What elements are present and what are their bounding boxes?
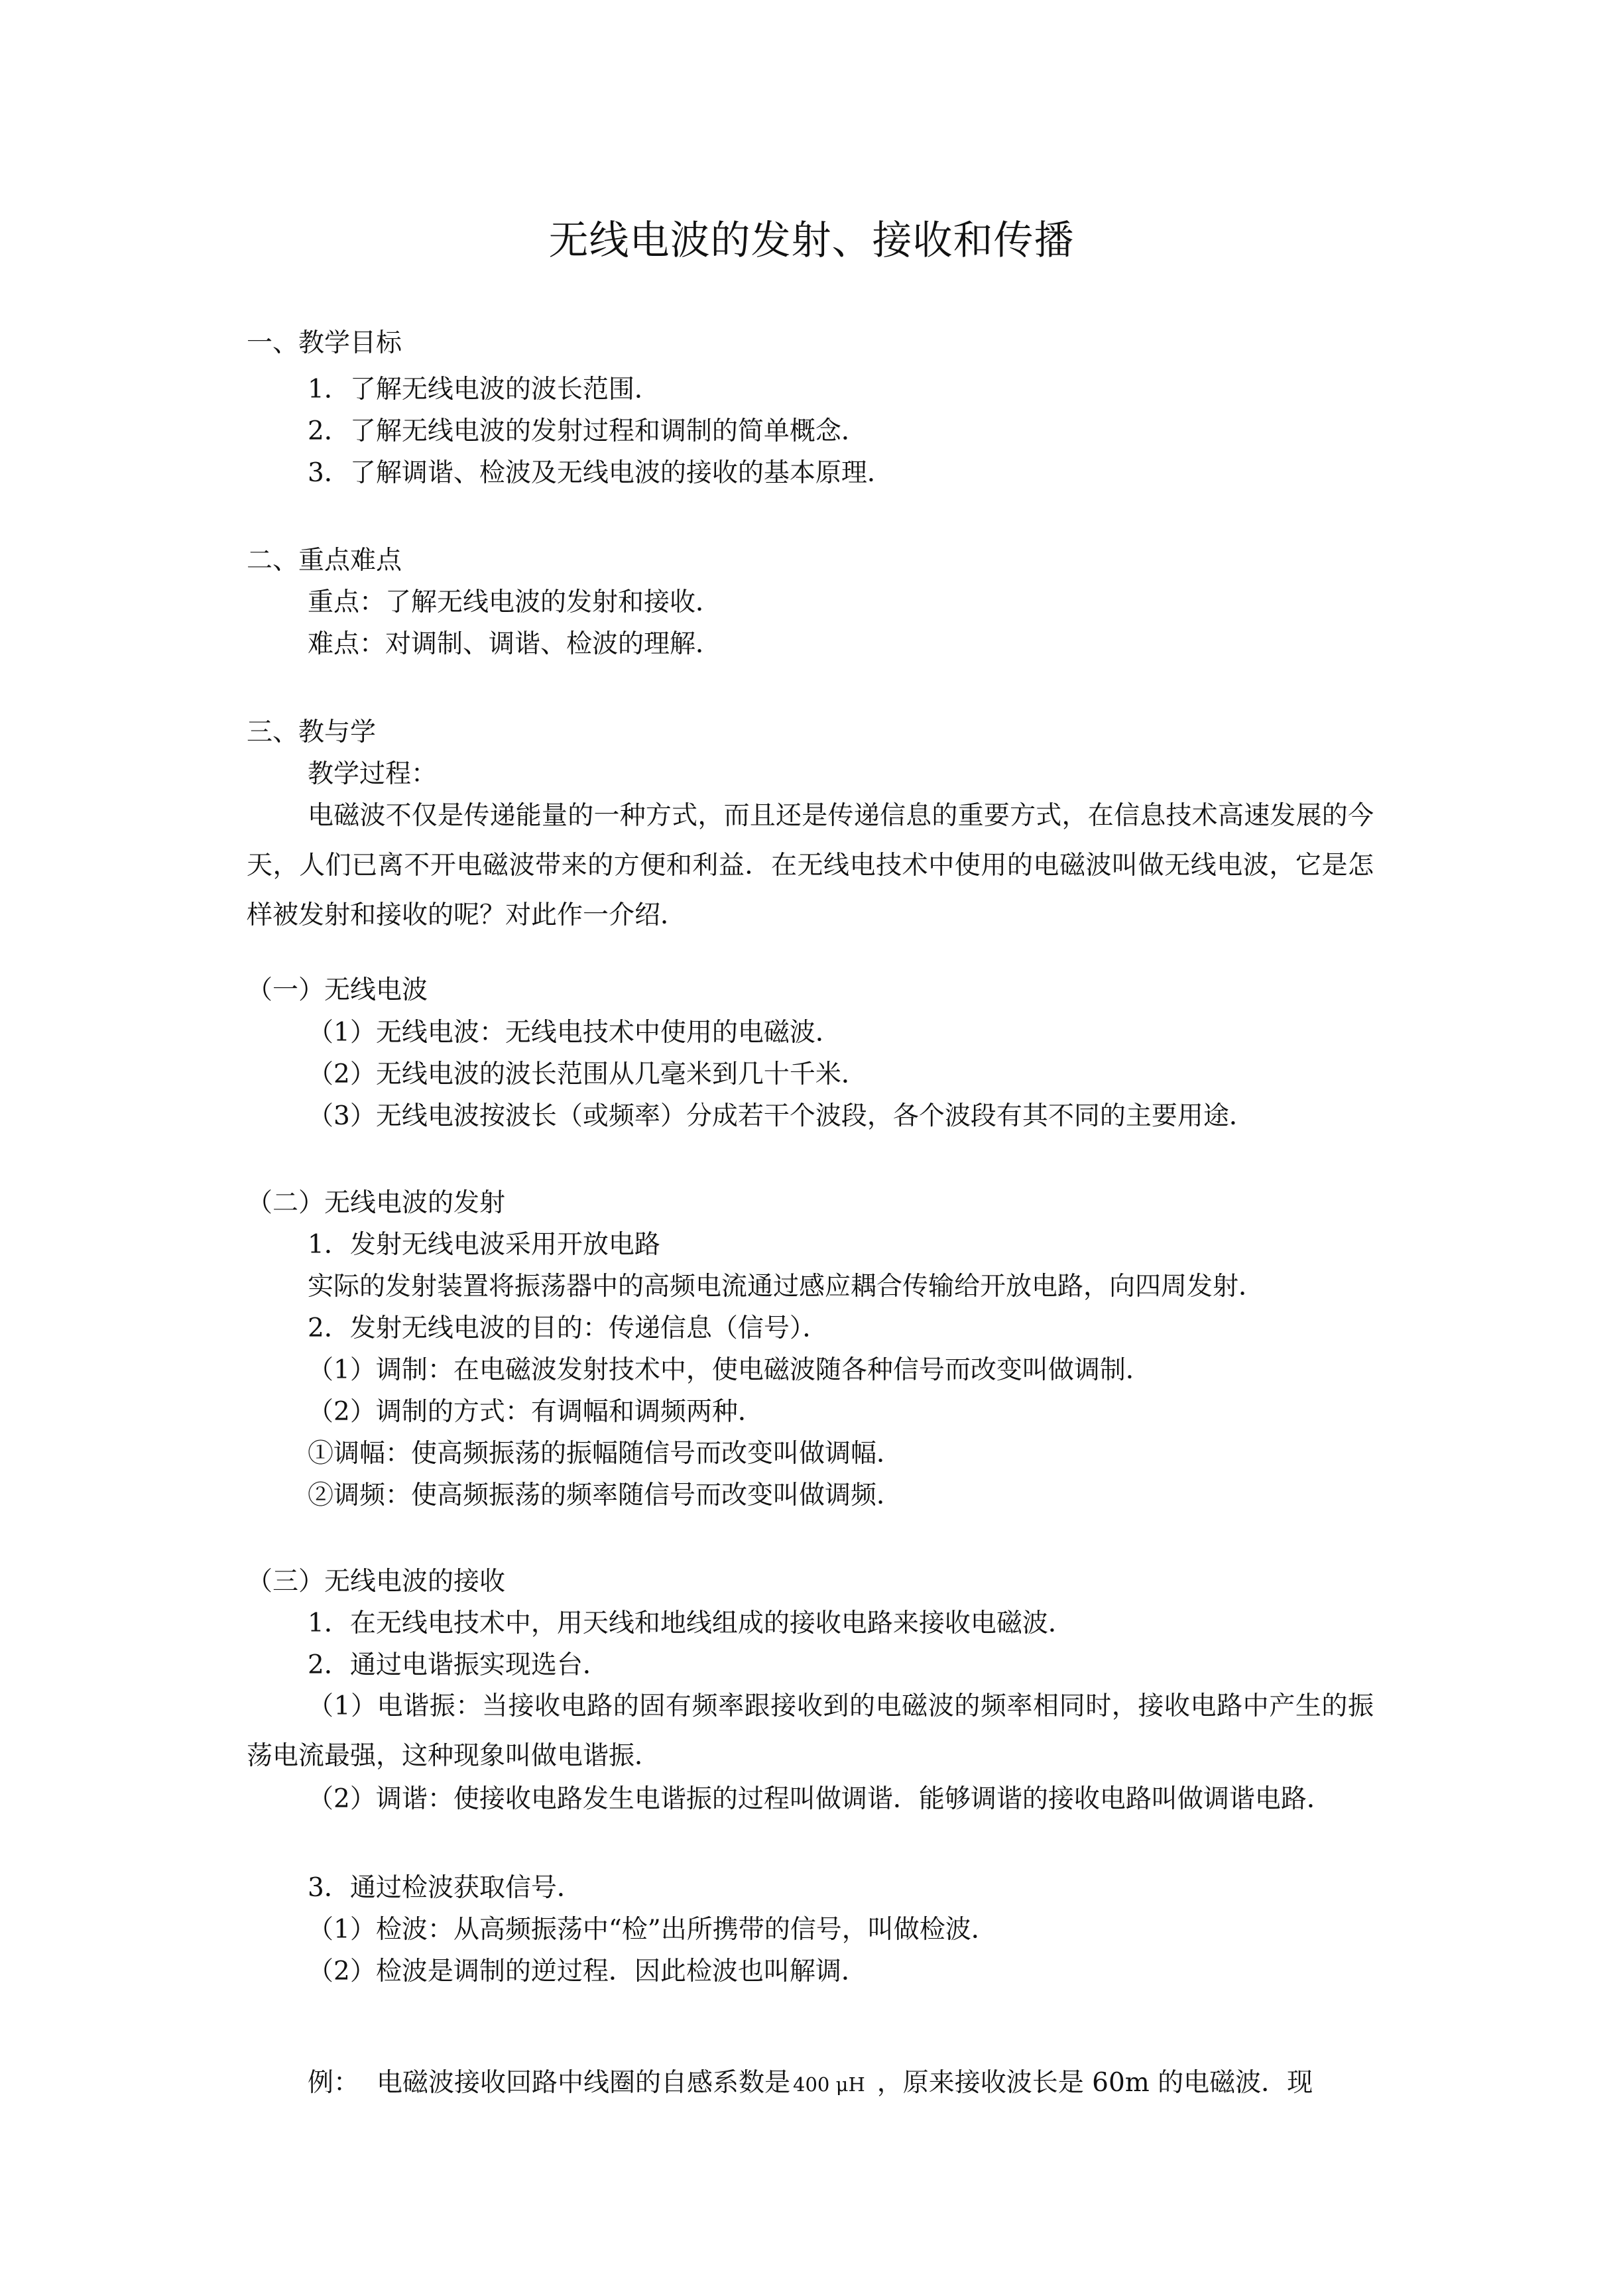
- part1-item-1: （1）无线电波：无线电技术中使用的电磁波．: [308, 1018, 841, 1048]
- example-line: [308, 2065, 1313, 2103]
- example-label: 例：: [308, 2068, 360, 2098]
- part3-line-3: 3．通过检波获取信号．: [308, 1873, 583, 1903]
- document-title: 无线电波的发射、接收和传播: [548, 217, 1075, 264]
- key-point-focus: 重点：了解无线电波的发射和接收．: [308, 587, 722, 617]
- part2-line-4: （1）调制：在电磁波发射技术中，使电磁波随各种信号而改变叫做调制．: [308, 1355, 1152, 1385]
- part3-line-5: （2）检波是调制的逆过程．因此检波也叫解调．: [308, 1957, 867, 1986]
- part2-line-2: 实际的发射装置将振荡器中的高频电流通过感应耦合传输给开放电路，向四周发射．: [308, 1272, 1265, 1301]
- part2-line-5: （2）调制的方式：有调幅和调频两种．: [308, 1397, 764, 1427]
- teaching-process-label: 教学过程：: [308, 759, 438, 789]
- part1-heading: （一）无线电波: [247, 975, 428, 1005]
- part2-line-1: 1．发射无线电波采用开放电路: [308, 1230, 660, 1260]
- key-point-difficulty: 难点：对调制、调谐、检波的理解．: [308, 629, 722, 659]
- goal-item-1: 1．了解无线电波的波长范围．: [308, 375, 660, 404]
- goal-item-2: 2．了解无线电波的发射过程和调制的简单概念．: [308, 416, 867, 446]
- part1-item-3: （3）无线电波按波长（或频率）分成若干个波段，各个波段有其不同的主要用途．: [308, 1101, 1255, 1131]
- part3-line-2: 2．通过电谐振实现选台．: [308, 1650, 609, 1680]
- part2-line-7: ②调频：使高频振荡的频率随信号而改变叫做调频．: [308, 1480, 903, 1510]
- goal-item-3: 3．了解调谐、检波及无线电波的接收的基本原理．: [308, 458, 893, 488]
- part3-paragraph-tuning: （2）调谐：使接收电路发生电谐振的过程叫做调谐．能够调谐的接收电路叫做调谐电路．: [308, 1784, 1333, 1814]
- part2-heading: （二）无线电波的发射: [247, 1188, 506, 1218]
- part3-paragraph-resonance: （1）电谐振：当接收电路的固有频率跟接收到的电磁波的频率相同时，接收电路中产生的振荡电流最强，这种现象叫做电谐振．: [247, 1691, 1374, 1771]
- section-heading-teaching: 三、教与学: [247, 717, 377, 747]
- part3-line-1: 1．在无线电技术中，用天线和地线组成的接收电路来接收电磁波．: [308, 1608, 1074, 1638]
- intro-paragraph: 电磁波不仅是传递能量的一种方式，而且还是传递信息的重要方式，在信息技术高速发展的今天，人们已离不开电磁波带来的方便和利益．在无线电技术中使用的电磁波叫做无线电波，它是怎样被发射和接收的呢？对此作一介绍．: [247, 801, 1374, 930]
- example-text-after: ，原来接收波长是 60m 的电磁波．现: [876, 2068, 1313, 2098]
- part2-line-6: ①调幅：使高频振荡的振幅随信号而改变叫做调幅．: [308, 1439, 903, 1469]
- part3-heading: （三）无线电波的接收: [247, 1567, 506, 1597]
- example-inductance: 400 μH: [793, 2073, 865, 2096]
- part2-line-3: 2．发射无线电波的目的：传递信息（信号）．: [308, 1313, 829, 1343]
- example-text-before: 电磁波接收回路中线圈的自感系数是: [377, 2068, 791, 2098]
- part3-line-4: （1）检波：从高频振荡中“检”出所携带的信号，叫做检波．: [308, 1915, 997, 1945]
- section-heading-key-points: 二、重点难点: [247, 546, 402, 575]
- part1-item-2: （2）无线电波的波长范围从几毫米到几十千米．: [308, 1059, 867, 1089]
- section-heading-goals: 一、教学目标: [247, 328, 402, 358]
